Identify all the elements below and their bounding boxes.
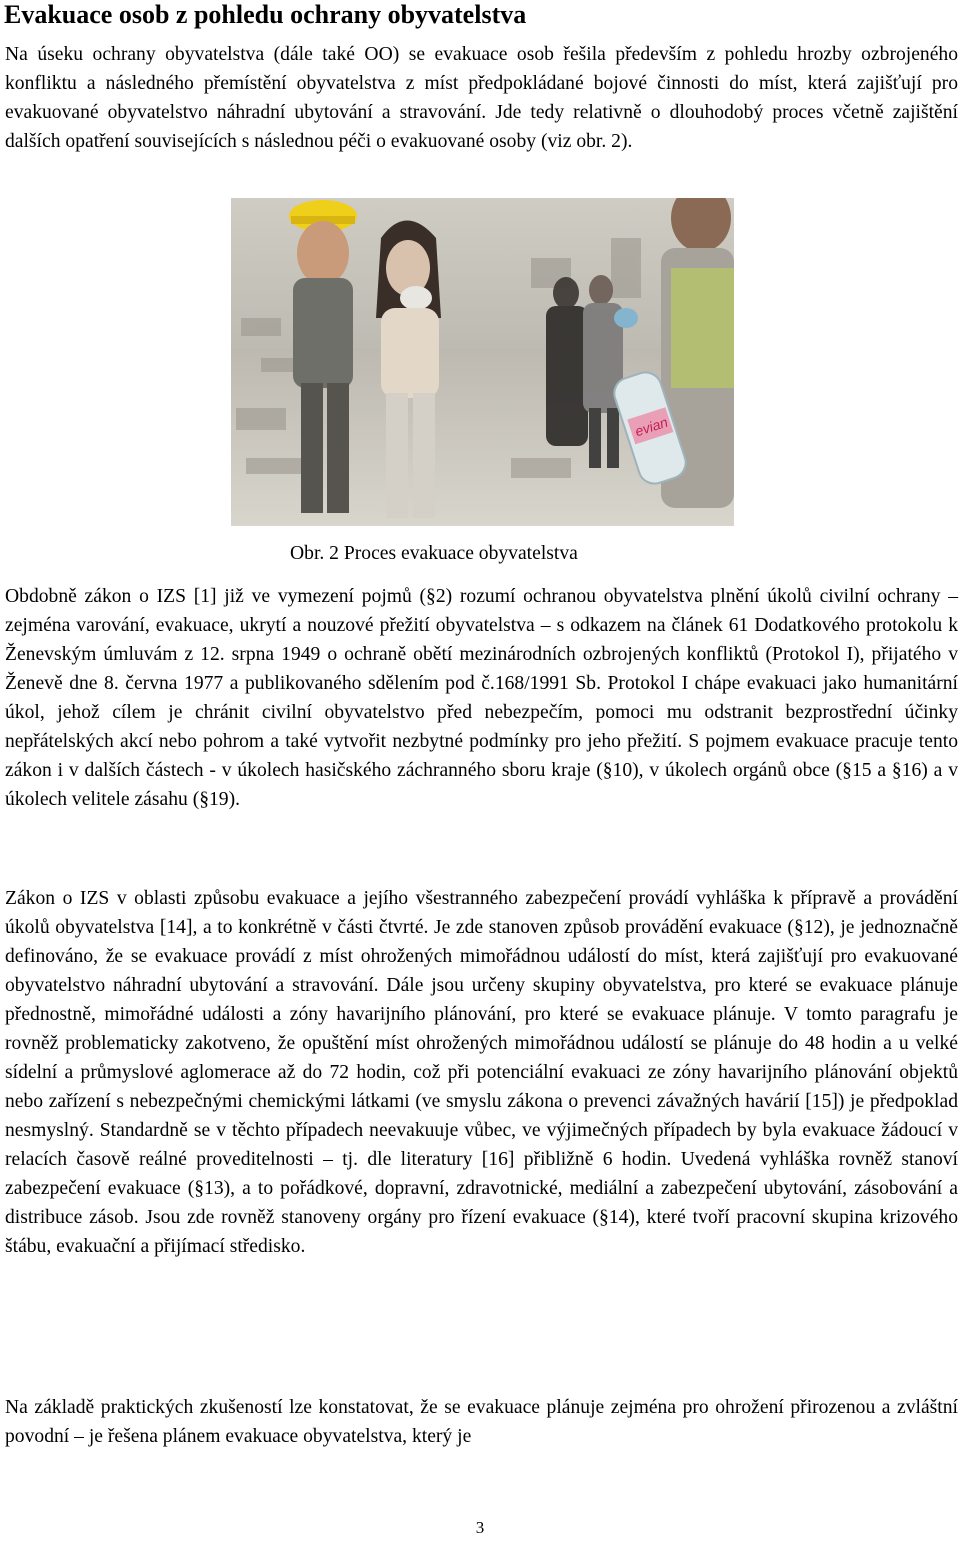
section-title: Evakuace osob z pohledu ochrany obyvatelstva xyxy=(4,0,527,29)
figure-caption: Obr. 2 Proces evakuace obyvatelstva xyxy=(290,543,578,564)
paragraph-practice: Na základě praktických zkušeností lze konstatovat, že se evakuace plánuje zejména pro ohrožení přirozenou a zvláštní povodní – je řešena plánem evakuace obyvatelstva, který je xyxy=(5,1397,958,1447)
page-number: 3 xyxy=(475,1518,485,1537)
paragraph-izs-law: Obdobně zákon o IZS [1] již ve vymezení pojmů (§2) rozumí ochranou obyvatelstva plnění úkolů civilní ochrany – zejména varování, evakuace, ukrytí a nouzové přežití obyvatelstva – s odkazem na článek 61 Dodatkového protokolu k Ženevským úmluvám z 12. srpna 1949 o ochraně obětí mezinárodních ozbrojených konfliktů (Protokol I), přijatého v Ženevě dne 8. června 1977 a publikovaného sdělením pod č.168/1991 Sb. Protokol I chápe evakuaci jako humanitární úkol, jehož cílem je chránit civilní obyvatelstvo před nebezpečím, pomoci mu odstranit bezprostřední účinky nepřátelských akcí nebo pohrom a také vytvořit nezbytné podmínky pro jeho přežití. S pojmem evakuace pracuje tento zákon i v dalších částech - v úkolech hasičského záchranného sboru kraje (§10), v úkolech orgánů obce (§15 a §16) a v úkolech velitele zásahu (§19). xyxy=(5,586,958,810)
evacuation-photo xyxy=(231,198,734,526)
bottle-label: evian xyxy=(632,413,670,440)
paragraph-intro: Na úseku ochrany obyvatelstva (dále také OO) se evakuace osob řešila především z pohledu hrozby ozbrojeného konfliktu a následného přemístění obyvatelstva z míst předpokládané bojové činnosti do míst, která zajišťují pro evakuované obyvatelstvo náhradní ubytování a stravování. Jde tedy relativně o dlouhodobý proces včetně zajištění dalších opatření souvisejících s následnou péči o evakuované osoby (viz obr. 2). xyxy=(5,44,958,152)
figure-photo xyxy=(231,198,734,526)
paragraph-decree: Zákon o IZS v oblasti způsobu evakuace a jejího všestranného zabezpečení provádí vyhláška k přípravě a provádění úkolů obyvatelstva [14], a to konkrétně v části čtvrté. Je zde stanoven způsob provádění evakuace (§12), je jednoznačně definováno, že se evakuace provádí z míst ohrožených mimořádnou událostí do míst, která zajišťují pro evakuované obyvatelstvo náhradní ubytování a stravování. Dále jsou určeny skupiny obyvatelstva, pro které se evakuace plánuje přednostně, mimořádné události a zóny havarijního plánování, pro které se evakuace plánuje. V tomto paragrafu je rovněž problematicky zakotveno, že opuštění míst ohrožených mimořádnou událostí se plánuje do 48 hodin a u velké sídelní a průmyslové aglomerace až do 72 hodin, což při potenciální evakuaci ze zóny havarijního plánování objektů nebo zařízení s nebezpečnými chemickými látkami (ve smyslu zákona o prevenci závažných havárií [15]) je předpoklad nesmyslný. Standardně se v těchto případech neevakuuje vůbec, ve výjimečných případech by byla evakuace žádoucí v relacích časově reálné proveditelnosti – tj. dle literatury [16] přibližně 6 hodin. Uvedená vyhláška rovněž stanoví zabezpečení evakuace (§13), a to pořádkové, dopravní, zdravotnické, mediální a zabezpečení ubytování, zásobování a distribuce zásob. Jsou zde rovněž stanoveny orgány pro řízení evakuace (§14), které tvoří pracovní skupina krizového štábu, evakuační a přijímací středisko. xyxy=(5,888,958,1257)
